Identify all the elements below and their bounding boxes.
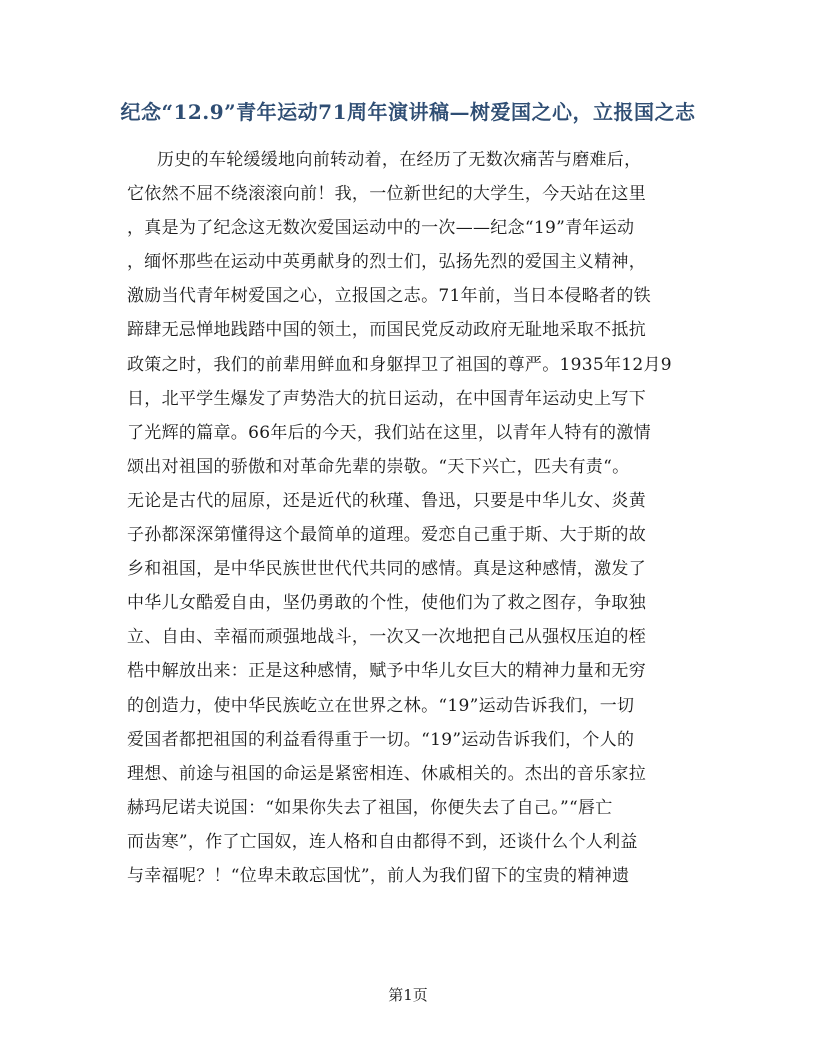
paragraph-line: 日，北平学生爆发了声势浩大的抗日运动，在中国青年运动史上写下 (127, 388, 646, 409)
paragraph-line: 了光辉的篇章。66年后的今天，我们站在这里，以青年人特有的激情 (127, 422, 651, 443)
paragraph-line: 蹄肆无忌惮地践踏中国的领土，而国民党反动政府无耻地采取不抵抗 (127, 320, 646, 341)
page-number: 第1页 (388, 986, 428, 1004)
paragraph-line: 与幸福呢？！“位卑未敢忘国忧”，前人为我们留下的宝贵的精神遗 (127, 865, 630, 886)
paragraph-line: 无论是古代的屈原，还是近代的秋瑾、鲁迅，只要是中华儿女、炎黄 (127, 490, 646, 511)
paragraph-line: 政策之时，我们的前辈用鲜血和身躯捍卫了祖国的尊严。1935年12月9 (127, 354, 672, 375)
paragraph-line: 理想、前途与祖国的命运是紧密相连、休戚相关的。杰出的音乐家拉 (127, 763, 646, 784)
paragraph-line: 爱国者都把祖国的利益看得重于一切。“19”运动告诉我们，个人的 (127, 729, 635, 750)
paragraph-line: 赫玛尼诺夫说国：“如果你失去了祖国，你便失去了自己。”“唇亡 (127, 797, 613, 818)
document-title: 纪念“12.9”青年运动71周年演讲稿—树爱国之心，立报国之志 (120, 100, 696, 124)
paragraph-line: 子孙都深深第懂得这个最简单的道理。爱恋自己重于斯、大于斯的故 (127, 525, 646, 546)
paragraph-line: 它依然不屈不绕滚滚向前！我，一位新世纪的大学生，今天站在这里 (127, 184, 646, 205)
paragraph-line: 激励当代青年树爱国之心，立报国之志。71年前，当日本侵略者的铁 (127, 286, 651, 307)
paragraph-line: 的创造力，使中华民族屹立在世界之林。“19”运动告诉我们，一切 (127, 695, 635, 716)
paragraph-line: ，缅怀那些在运动中英勇献身的烈士们，弘扬先烈的爱国主义精神， (127, 252, 646, 273)
paragraph-line: ，真是为了纪念这无数次爱国运动中的一次——纪念“19”青年运动 (127, 218, 635, 239)
paragraph-line: 中华儿女酷爱自由，坚仍勇敢的个性，使他们为了救之图存，争取独 (127, 593, 646, 614)
paragraph-line: 立、自由、幸福而顽强地战斗，一次又一次地把自己从强权压迫的桎 (127, 627, 646, 648)
paragraph-line: 乡和祖国，是中华民族世世代代共同的感情。真是这种感情，激发了 (127, 559, 646, 580)
paragraph-line: 梏中解放出来：正是这种感情，赋予中华儿女巨大的精神力量和无穷 (127, 661, 646, 682)
paragraph-line: 历史的车轮缓缓地向前转动着，在经历了无数次痛苦与磨难后， (157, 150, 642, 170)
paragraph-line: 颂出对祖国的骄傲和对革命先辈的崇敬。“天下兴亡，匹夫有责“。 (127, 456, 630, 477)
paragraph-line: 而齿寒”，作了亡国奴，连人格和自由都得不到，还谈什么个人利益 (127, 831, 638, 852)
document-body (127, 143, 707, 893)
